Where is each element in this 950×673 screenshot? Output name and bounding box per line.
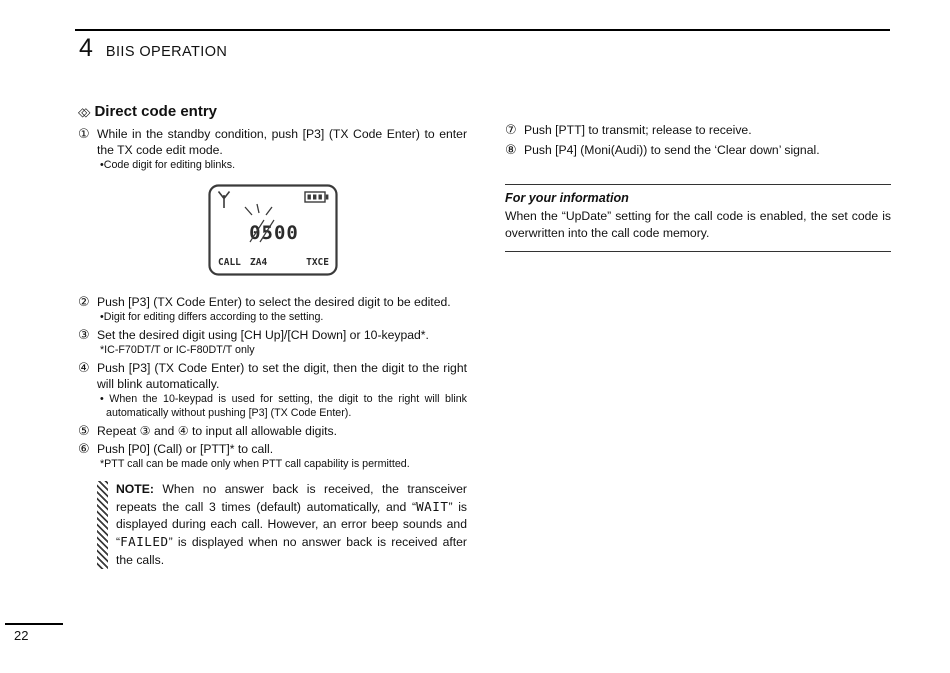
section-heading — [78, 103, 467, 120]
lcd-display-illustration — [208, 184, 338, 281]
step-6 — [78, 441, 467, 472]
step-5 — [78, 423, 467, 439]
lcd-call-label: CALL — [217, 257, 241, 269]
hatch-border — [97, 481, 108, 568]
lcd-svg — [208, 184, 338, 276]
double-diamond-icon: ◇◇ — [78, 104, 85, 119]
step-footnote: *IC-F70DT/T or IC-F80DT/T only — [100, 344, 255, 357]
step-number: ⑥ — [78, 442, 90, 458]
lcd-digits: 0500 — [248, 222, 299, 245]
step-number: ① — [78, 127, 90, 142]
step-text: Repeat ③ and ④ to input all allowable digits. — [97, 424, 338, 439]
step-number: ② — [78, 295, 90, 311]
top-rule — [75, 29, 890, 31]
info-box-title: For your information — [505, 191, 629, 206]
step-3 — [78, 327, 467, 358]
step-7 — [505, 122, 891, 138]
lcd-word-wait: WAIT — [416, 499, 449, 515]
note-text-part2: ” is displayed during each call. However, an error beep sounds and “ — [116, 500, 467, 550]
step-text: Push [P3] (TX Code Enter) to select the desired digit to be edited. — [97, 295, 451, 310]
chapter-heading — [79, 34, 227, 63]
step-footnote: *PTT call can be made only when PTT call capability is permitted. — [100, 458, 410, 471]
note-text-part1: When no answer back is received, the transceiver repeats the call 3 times (default) automatically, and “ — [116, 482, 467, 515]
note-text — [116, 481, 467, 568]
step-8 — [505, 142, 891, 158]
chapter-number: 4 — [79, 34, 93, 62]
lcd-code-label: ZA4 — [249, 257, 267, 269]
step-1 — [78, 126, 467, 173]
step-text: While in the standby condition, push [P3] (TX Code Enter) to enter the TX code edit mode. — [97, 127, 467, 158]
step-bullet: •Code digit for editing blinks. — [100, 159, 236, 172]
note-text-part3: ” is displayed when no answer back is received after the calls. — [116, 535, 467, 567]
note-box — [97, 481, 467, 568]
step-number: ⑧ — [505, 143, 517, 159]
lcd-word-failed: FAILED — [120, 534, 169, 550]
info-box-body: When the “UpDate” setting for the call code is enabled, the set code is overwritten into the call code memory. — [505, 209, 891, 241]
step-number: ④ — [78, 361, 90, 377]
step-4 — [78, 360, 467, 421]
note-label: NOTE: — [116, 482, 154, 497]
step-bullet: • When the 10-keypad is used for setting, the digit to the right will blink automatically without pushing [P3] (TX Code Enter). — [100, 393, 467, 420]
step-text: Push [P3] (TX Code Enter) to set the digit, then the digit to the right will blink automatically. — [97, 361, 467, 392]
page-number: 22 — [14, 628, 29, 643]
step-text: Push [P4] (Moni(Audi)) to send the ‘Clear down’ signal. — [524, 143, 820, 158]
info-box — [505, 184, 891, 252]
lcd-txce-label: TXCE — [305, 257, 329, 269]
section-title: Direct code entry — [94, 103, 218, 120]
left-column — [78, 103, 467, 569]
step-text: Push [PTT] to transmit; release to receive. — [524, 123, 752, 137]
chapter-title: BIIS OPERATION — [105, 44, 228, 60]
step-number: ③ — [78, 328, 90, 344]
step-2 — [78, 294, 467, 325]
step-number: ⑦ — [505, 123, 517, 138]
footer-rule — [5, 623, 63, 625]
step-text: Set the desired digit using [CH Up]/[CH Down] or 10-keypad*. — [97, 328, 429, 343]
step-bullet: •Digit for editing differs according to the setting. — [100, 311, 324, 324]
step-number: ⑤ — [78, 424, 90, 440]
right-column — [505, 122, 891, 252]
step-text: Push [P0] (Call) or [PTT]* to call. — [97, 442, 274, 457]
